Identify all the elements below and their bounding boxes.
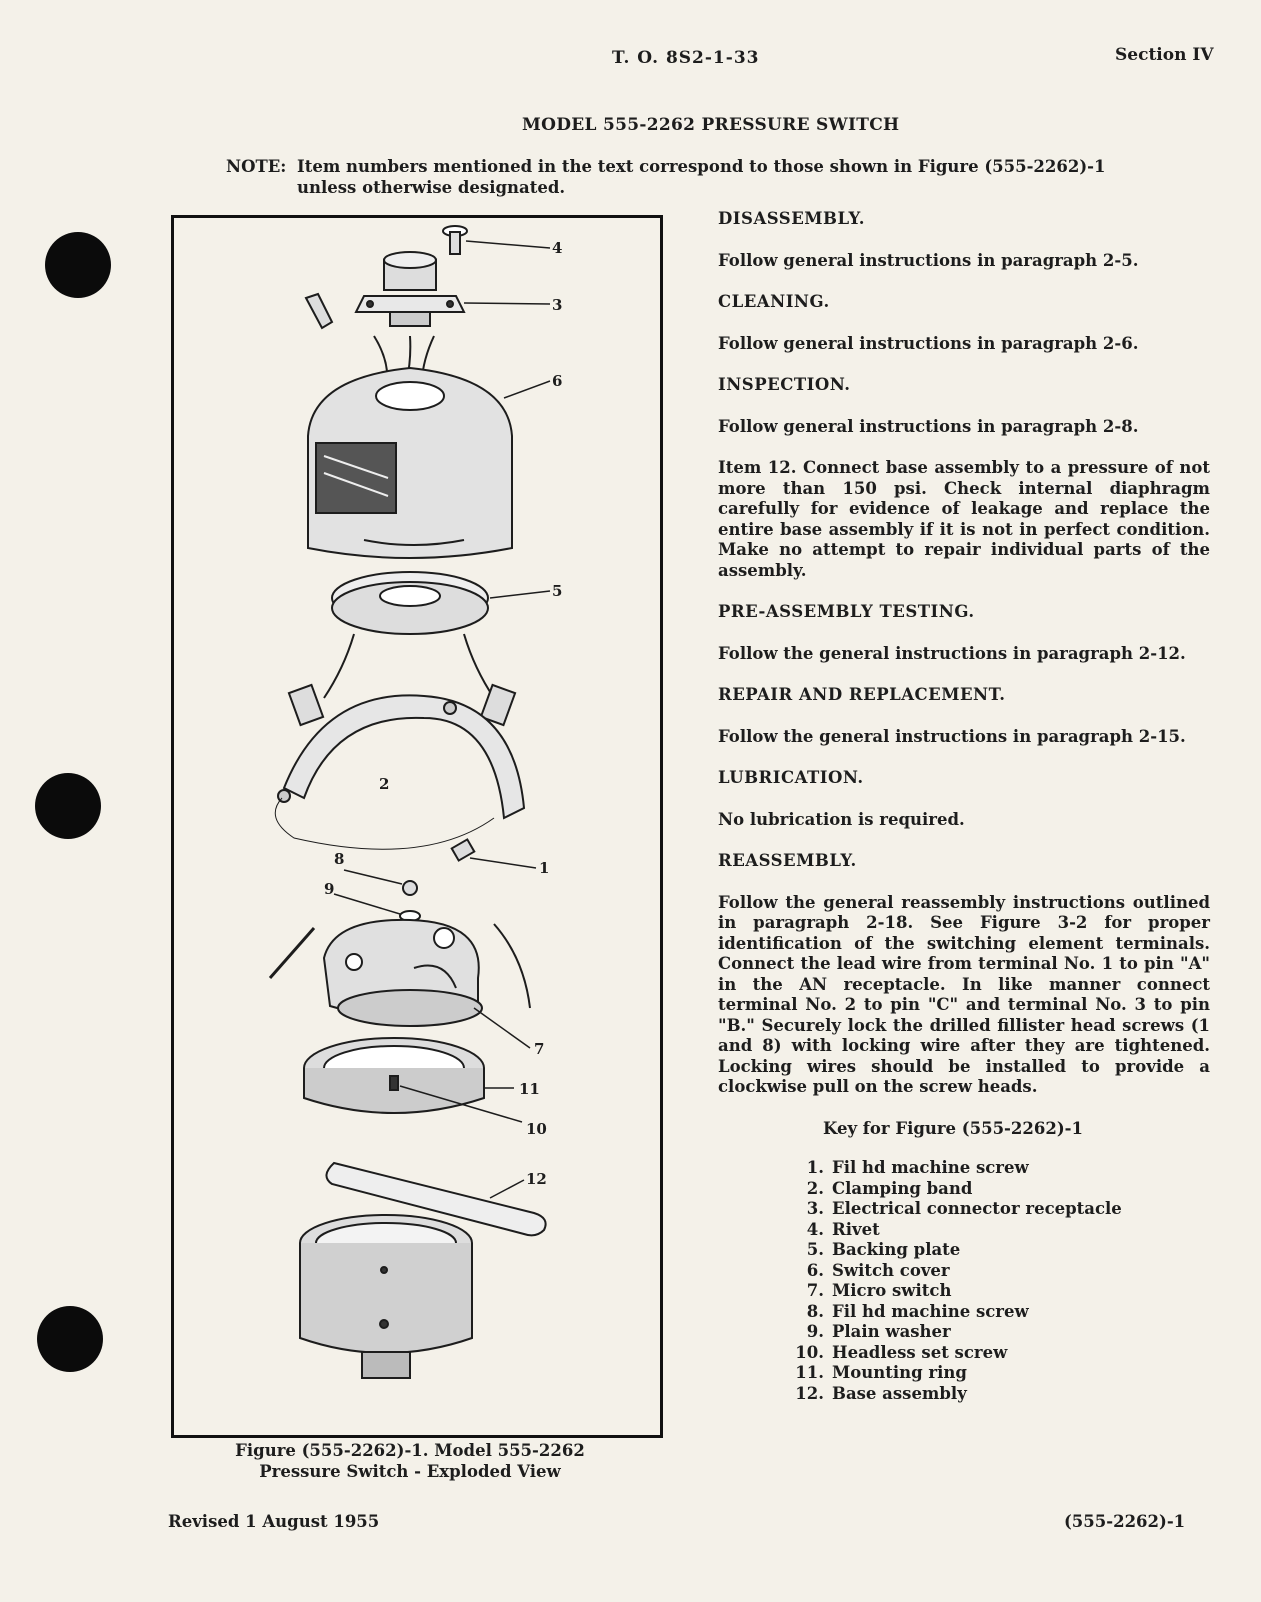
key-item bbox=[790, 1363, 1122, 1384]
callout-7: 7 bbox=[534, 1040, 545, 1058]
binder-hole-bottom bbox=[37, 1306, 103, 1372]
rivet-part bbox=[443, 226, 467, 254]
key-item-label: Switch cover bbox=[832, 1260, 950, 1280]
base-assembly-part bbox=[300, 1163, 546, 1378]
heading-disassembly: DISASSEMBLY. bbox=[718, 209, 865, 228]
key-item-label: Backing plate bbox=[832, 1240, 961, 1259]
key-item-label: Plain washer bbox=[832, 1322, 951, 1341]
page-identifier: (555-2262)-1 bbox=[1064, 1512, 1186, 1531]
key-item-label: Electrical connector receptacle bbox=[832, 1199, 1122, 1218]
callout-5: 5 bbox=[552, 582, 563, 600]
note-label: NOTE: bbox=[226, 157, 287, 176]
heading-repair-replacement: REPAIR AND REPLACEMENT. bbox=[718, 685, 1006, 704]
backing-plate-part bbox=[332, 572, 488, 634]
key-item bbox=[790, 1322, 1122, 1343]
body-inspection: Follow general instructions in paragraph 2-8. bbox=[718, 416, 1139, 436]
key-item-number: 5. bbox=[806, 1240, 824, 1259]
binder-hole-middle bbox=[35, 773, 101, 839]
key-item bbox=[790, 1240, 1122, 1261]
section-label: Section IV bbox=[1115, 45, 1214, 65]
document-number: T. O. 8S2-1-33 bbox=[612, 48, 760, 68]
callout-2: 2 bbox=[379, 775, 390, 793]
note-block bbox=[226, 156, 1156, 198]
key-item bbox=[790, 1199, 1122, 1220]
page-title: MODEL 555-2262 PRESSURE SWITCH bbox=[522, 115, 900, 135]
body-disassembly: Follow general instructions in paragraph 2-5. bbox=[718, 250, 1139, 270]
key-item bbox=[790, 1179, 1122, 1200]
key-item-label: Clamping band bbox=[832, 1178, 973, 1198]
key-item-number: 9. bbox=[806, 1322, 824, 1341]
callout-11: 11 bbox=[519, 1080, 540, 1098]
key-item-number: 12. bbox=[795, 1383, 824, 1403]
key-item-number: 10. bbox=[795, 1342, 824, 1362]
key-item bbox=[790, 1302, 1122, 1323]
procedure-text bbox=[718, 209, 1210, 1098]
key-item-label: Micro switch bbox=[832, 1281, 952, 1300]
body-reassembly: Follow the general reassembly instructions outlined in paragraph 2-18. See Figure 3-2 for proper identification of the switching element terminals. Connect the lead wire from terminal No. 1 to pin "A" in the AN receptacle. In like manner connect terminal No. 2 to pin "C" and terminal No. 3 to pin "B." Securely lock the drilled fillister head screws (1 and 8) with locking wire after they are tightened. Locking wires should be installed to provide a clockwise pull on the screw heads. bbox=[718, 892, 1210, 1096]
figure-caption-line2: Pressure Switch - Exploded View bbox=[259, 1462, 561, 1481]
revision-date: Revised 1 August 1955 bbox=[168, 1512, 380, 1531]
key-item-number: 8. bbox=[806, 1301, 824, 1321]
key-item-label: Rivet bbox=[832, 1219, 880, 1239]
heading-inspection: INSPECTION. bbox=[718, 375, 851, 394]
callout-4: 4 bbox=[552, 239, 563, 257]
heading-pre-assembly-testing: PRE-ASSEMBLY TESTING. bbox=[718, 602, 975, 621]
key-item-number: 2. bbox=[806, 1178, 824, 1198]
key-title: Key for Figure (555-2262)-1 bbox=[823, 1119, 1083, 1138]
heading-cleaning: CLEANING. bbox=[718, 292, 830, 311]
key-item bbox=[790, 1343, 1122, 1364]
body-item-12: Item 12. Connect base assembly to a pressure of not more than 150 psi. Check internal diaphragm carefully for evidence of leakage and replace the entire base assembly if it is not in perfect condition. Make no attempt to repair individual parts of the assembly. bbox=[718, 458, 1210, 580]
callout-10: 10 bbox=[526, 1120, 547, 1138]
key-item-number: 11. bbox=[795, 1363, 824, 1382]
mounting-ring-part bbox=[304, 1038, 484, 1113]
figure-caption bbox=[190, 1440, 630, 1482]
key-item-label: Base assembly bbox=[832, 1383, 967, 1403]
micro-switch-part bbox=[324, 920, 482, 1026]
body-lubrication: No lubrication is required. bbox=[718, 809, 965, 829]
key-item-number: 3. bbox=[806, 1199, 824, 1218]
heading-reassembly: REASSEMBLY. bbox=[718, 851, 857, 870]
figure-caption-line1: Figure (555-2262)-1. Model 555-2262 bbox=[235, 1441, 585, 1460]
key-item bbox=[790, 1281, 1122, 1302]
key-item-label: Fil hd machine screw bbox=[832, 1301, 1029, 1321]
connector-part bbox=[356, 252, 464, 326]
callout-6: 6 bbox=[552, 372, 563, 390]
key-list bbox=[790, 1158, 1122, 1404]
callout-12: 12 bbox=[526, 1170, 547, 1188]
key-item-label: Headless set screw bbox=[832, 1342, 1008, 1362]
key-item-number: 4. bbox=[806, 1219, 824, 1239]
note-text: Item numbers mentioned in the text correspond to those shown in Figure (555-2262)-1 unless otherwise designated. bbox=[297, 157, 1106, 197]
key-item bbox=[790, 1261, 1122, 1282]
exploded-view-illustration bbox=[174, 218, 660, 1435]
key-item bbox=[790, 1158, 1122, 1179]
body-cleaning: Follow general instructions in paragraph 2-6. bbox=[718, 333, 1139, 353]
body-pre-assembly-testing: Follow the general instructions in paragraph 2-12. bbox=[718, 643, 1186, 663]
callout-8: 8 bbox=[334, 850, 345, 868]
callout-9: 9 bbox=[324, 880, 335, 898]
body-repair-replacement: Follow the general instructions in paragraph 2-15. bbox=[718, 726, 1186, 746]
heading-lubrication: LUBRICATION. bbox=[718, 768, 864, 787]
key-item-number: 7. bbox=[806, 1281, 824, 1300]
key-item bbox=[790, 1384, 1122, 1405]
key-item-number: 6. bbox=[806, 1260, 824, 1280]
key-item bbox=[790, 1220, 1122, 1241]
key-item-number: 1. bbox=[806, 1158, 824, 1177]
key-item-label: Fil hd machine screw bbox=[832, 1158, 1029, 1177]
binder-hole-top bbox=[45, 232, 111, 298]
figure-frame bbox=[171, 215, 663, 1438]
switch-cover-part bbox=[308, 368, 512, 558]
callout-1: 1 bbox=[539, 859, 550, 877]
key-item-label: Mounting ring bbox=[832, 1363, 967, 1382]
callout-3: 3 bbox=[552, 296, 563, 314]
